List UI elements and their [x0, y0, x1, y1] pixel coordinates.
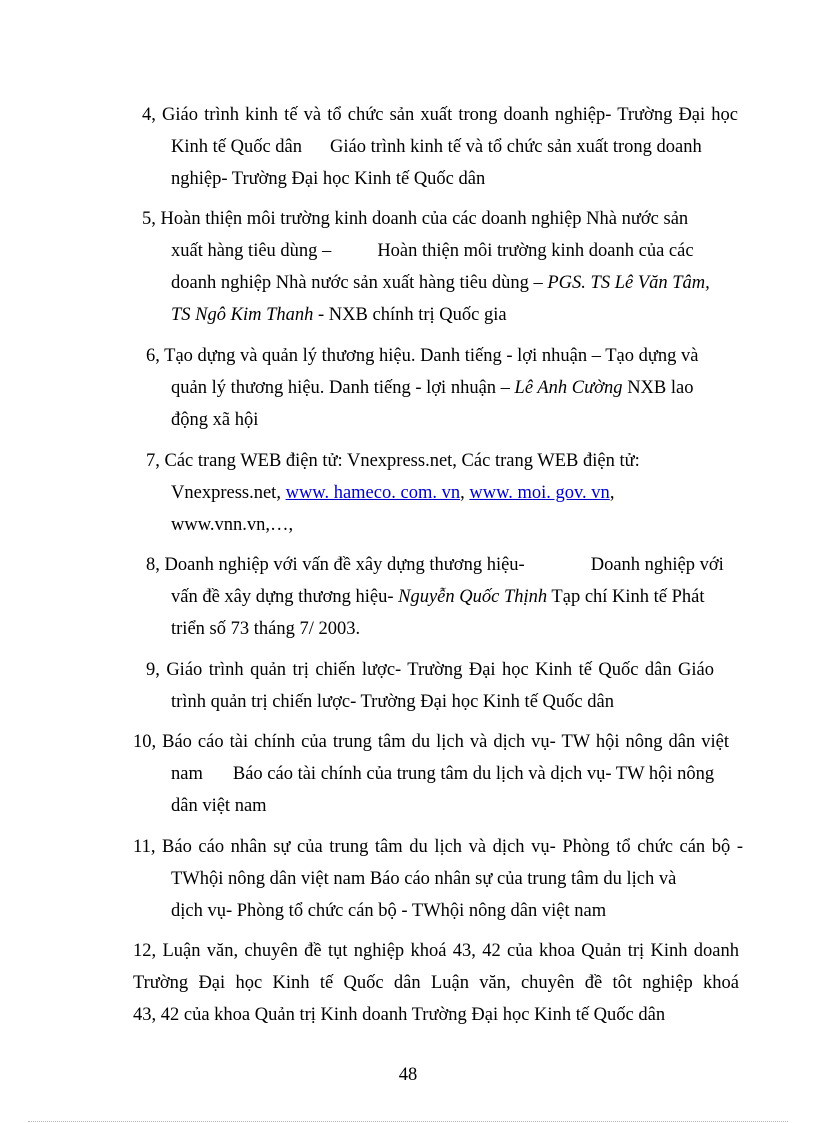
- reference-10-line-1: 10, Báo cáo tài chính của trung tâm du lịch và dịch vụ- TW hội nông dân việt: [133, 732, 729, 752]
- reference-4-line-3: nghiệp- Trường Đại học Kinh tế Quốc dân: [171, 169, 486, 189]
- reference-5-line-2a: xuất hàng tiêu dùng –: [171, 241, 332, 261]
- reference-4-line-1: 4, Giáo trình kinh tế và tổ chức sản xuất trong doanh nghiệp- Trường Đại học: [142, 105, 738, 125]
- reference-6-line-2: [171, 377, 693, 399]
- reference-6-line-3: động xã hội: [171, 410, 259, 430]
- reference-10-line-2: [171, 763, 714, 785]
- reference-4-line-2: [171, 136, 702, 158]
- reference-5-line-2b: Hoàn thiện môi trường kinh doanh của các: [377, 241, 694, 261]
- reference-9-line-2: trình quản trị chiến lược- Trường Đại học Kinh tế Quốc dân: [171, 692, 614, 712]
- reference-7-line-2-prefix: Vnexpress.net,: [171, 483, 286, 503]
- reference-4-line-2b: Giáo trình kinh tế và tổ chức sản xuất trong doanh: [330, 137, 702, 157]
- reference-11-line-2: TWhội nông dân việt nam Báo cáo nhân sự của trung tâm du lịch và: [171, 869, 677, 889]
- reference-6-line-1: 6, Tạo dựng và quản lý thương hiệu. Danh tiếng - lợi nhuận – Tạo dựng và: [146, 346, 699, 366]
- reference-10-line-3: dân việt nam: [171, 796, 267, 816]
- reference-5-line-4: [171, 304, 507, 326]
- reference-5-line-2: [171, 240, 694, 262]
- reference-12-line-2: Trường Đại học Kinh tế Quốc dân Luận văn, chuyên đề tôt nghiệp khoá: [133, 973, 739, 993]
- reference-12-line-3: 43, 42 của khoa Quản trị Kinh doanh Trường Đại học Kinh tế Quốc dân: [133, 1005, 666, 1025]
- reference-7-line-3: www.vnn.vn,…,: [171, 515, 294, 535]
- reference-10-line-2b: Báo cáo tài chính của trung tâm du lịch và dịch vụ- TW hội nông: [232, 764, 715, 784]
- reference-5-line-3: [171, 272, 710, 294]
- reference-9-line-1: 9, Giáo trình quản trị chiến lược- Trường Đại học Kinh tế Quốc dân Giáo: [146, 660, 714, 680]
- reference-12-line-1: 12, Luận văn, chuyên đề tụt nghiệp khoá 43, 42 của khoa Quản trị Kinh doanh: [133, 941, 739, 961]
- reference-7-separator: ,: [460, 483, 470, 503]
- reference-5-author-1: PGS. TS Lê Văn Tâm,: [547, 273, 710, 293]
- reference-5-line-3-text: doanh nghiệp Nhà nước sản xuất hàng tiêu dùng –: [171, 273, 548, 293]
- hameco-link[interactable]: www. hameco. com. vn: [285, 483, 461, 503]
- reference-11-line-1: 11, Báo cáo nhân sự của trung tâm du lịch và dịch vụ- Phòng tổ chức cán bộ -: [133, 837, 743, 857]
- reference-8-line-2-text: vấn đề xây dựng thương hiệu-: [171, 587, 399, 607]
- reference-8-line-3: triển số 73 tháng 7/ 2003.: [171, 619, 361, 639]
- reference-11-line-3: dịch vụ- Phòng tổ chức cán bộ - TWhội nông dân việt nam: [171, 901, 607, 921]
- reference-8-author: Nguyễn Quốc Thịnh: [398, 587, 548, 607]
- reference-5-author-2: TS Ngô Kim Thanh: [171, 305, 314, 325]
- reference-6-line-2-tail: NXB lao: [622, 378, 694, 398]
- reference-8-line-2: [171, 586, 705, 608]
- reference-8-line-2-tail: Tạp chí Kinh tế Phát: [547, 587, 705, 607]
- page-number: 48: [398, 1065, 418, 1085]
- reference-10-line-2a: nam: [171, 764, 203, 784]
- reference-8-line-1: [146, 554, 724, 576]
- reference-7-line-1: 7, Các trang WEB điện tử: Vnexpress.net, Các trang WEB điện tử:: [146, 451, 640, 471]
- reference-8-line-1b: Doanh nghiệp với: [590, 555, 724, 575]
- reference-4-line-2a: Kinh tế Quốc dân: [171, 137, 303, 157]
- reference-7-line-2-suffix: ,: [609, 483, 615, 503]
- page-bottom-divider: [28, 1121, 788, 1122]
- reference-7-line-2: [171, 482, 614, 504]
- reference-8-line-1a: 8, Doanh nghiệp với vấn đề xây dựng thương hiệu-: [146, 555, 525, 575]
- reference-6-author: Lê Anh Cường: [514, 378, 623, 398]
- reference-6-line-2-text: quản lý thương hiệu. Danh tiếng - lợi nhuận –: [171, 378, 515, 398]
- reference-5-line-4-text: - NXB chính trị Quốc gia: [313, 305, 507, 325]
- moi-gov-link[interactable]: www. moi. gov. vn: [469, 483, 610, 503]
- reference-5-line-1: 5, Hoàn thiện môi trường kinh doanh của các doanh nghiệp Nhà nước sản: [142, 209, 689, 229]
